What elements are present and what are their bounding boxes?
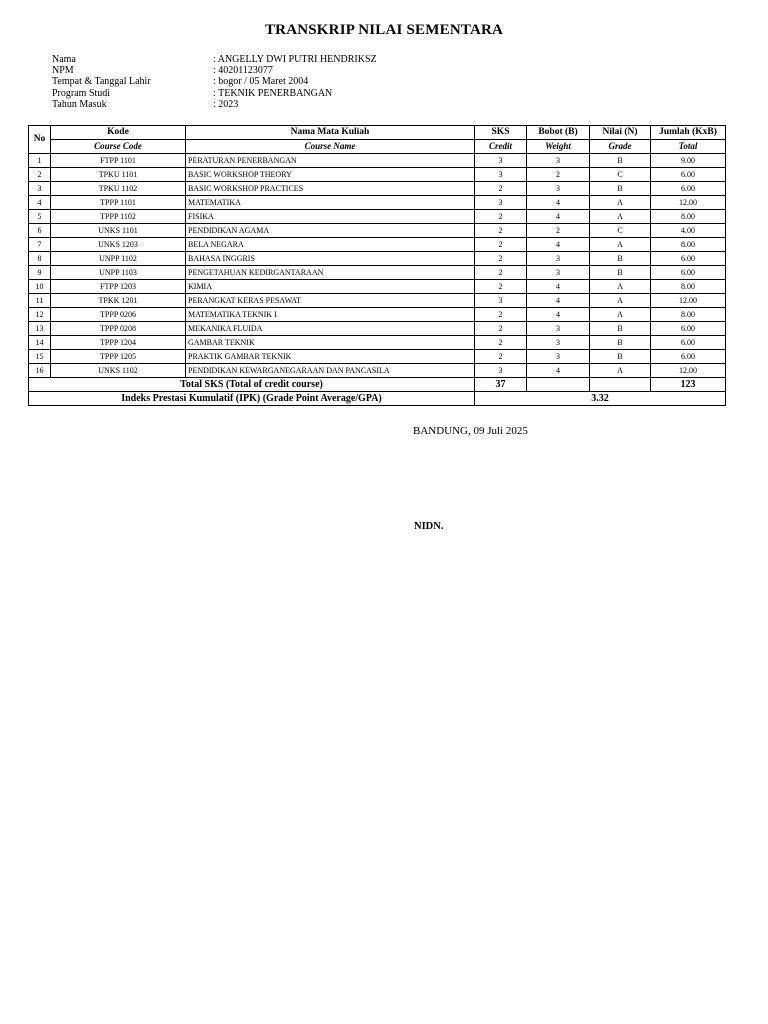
info-label: Tempat & Tanggal Lahir <box>52 76 151 88</box>
table-body <box>29 154 726 378</box>
row-sks: 3 <box>475 294 527 308</box>
row-nilai: A <box>590 280 651 294</box>
row-bobot: 3 <box>527 322 590 336</box>
row-jumlah: 6.00 <box>651 350 726 364</box>
row-bobot: 2 <box>527 168 590 182</box>
row-nilai: B <box>590 322 651 336</box>
row-name: PRAKTIK GAMBAR TEKNIK <box>186 350 475 364</box>
row-no: 8 <box>29 252 51 266</box>
header-sks: SKS <box>475 126 527 140</box>
row-bobot: 3 <box>527 252 590 266</box>
subheader-bobot: Weight <box>527 140 590 154</box>
row-sks: 2 <box>475 210 527 224</box>
subheader-nilai: Grade <box>590 140 651 154</box>
total-jumlah: 123 <box>651 378 726 392</box>
row-bobot: 4 <box>527 196 590 210</box>
info-value: : 40201123077 <box>213 65 273 77</box>
document-title: TRANSKRIP NILAI SEMENTARA <box>264 22 504 38</box>
table-header-row <box>29 126 726 140</box>
table-row <box>29 210 726 224</box>
row-name: MEKANIKA FLUIDA <box>186 322 475 336</box>
row-no: 15 <box>29 350 51 364</box>
info-value: : bogor / 05 Maret 2004 <box>213 76 309 88</box>
subheader-kode: Course Code <box>51 140 186 154</box>
row-code: TPKU 1102 <box>51 182 186 196</box>
row-jumlah: 8.00 <box>651 210 726 224</box>
row-sks: 2 <box>475 350 527 364</box>
row-name: PERATURAN PENERBANGAN <box>186 154 475 168</box>
row-sks: 3 <box>475 168 527 182</box>
row-code: TPPP 1205 <box>51 350 186 364</box>
row-name: PENGETAHUAN KEDIRGANTARAAN <box>186 266 475 280</box>
row-code: TPKU 1101 <box>51 168 186 182</box>
row-jumlah: 8.00 <box>651 308 726 322</box>
row-nilai: C <box>590 168 651 182</box>
row-jumlah: 9.00 <box>651 154 726 168</box>
info-row-year <box>52 99 377 110</box>
row-bobot: 4 <box>527 210 590 224</box>
row-no: 6 <box>29 224 51 238</box>
row-code: UNPP 1103 <box>51 266 186 280</box>
row-bobot: 4 <box>527 364 590 378</box>
row-name: KIMIA <box>186 280 475 294</box>
gpa-label: Indeks Prestasi Kumulatif (IPK) (Grade Point Average/GPA) <box>29 392 475 406</box>
row-code: TPPP 1204 <box>51 336 186 350</box>
header-no: No <box>29 126 51 154</box>
row-nilai: A <box>590 196 651 210</box>
row-jumlah: 6.00 <box>651 322 726 336</box>
row-sks: 2 <box>475 336 527 350</box>
table-row <box>29 294 726 308</box>
row-name: MATEMATIKA TEKNIK I <box>186 308 475 322</box>
row-name: GAMBAR TEKNIK <box>186 336 475 350</box>
row-sks: 2 <box>475 182 527 196</box>
row-no: 4 <box>29 196 51 210</box>
row-sks: 2 <box>475 238 527 252</box>
table-row <box>29 336 726 350</box>
row-name: PENDIDIKAN AGAMA <box>186 224 475 238</box>
row-no: 1 <box>29 154 51 168</box>
row-sks: 2 <box>475 322 527 336</box>
header-nama: Nama Mata Kuliah <box>186 126 475 140</box>
table-row <box>29 252 726 266</box>
table-row <box>29 322 726 336</box>
table-row <box>29 196 726 210</box>
info-label: Nama <box>52 54 76 65</box>
row-nilai: B <box>590 266 651 280</box>
row-bobot: 4 <box>527 308 590 322</box>
row-code: FTPP 1101 <box>51 154 186 168</box>
table-row <box>29 266 726 280</box>
row-name: BELA NEGARA <box>186 238 475 252</box>
total-label: Total SKS (Total of credit course) <box>29 378 475 392</box>
row-nilai: A <box>590 294 651 308</box>
row-nilai: C <box>590 224 651 238</box>
row-bobot: 3 <box>527 336 590 350</box>
row-bobot: 2 <box>527 224 590 238</box>
row-name: PERANGKAT KERAS PESAWAT <box>186 294 475 308</box>
row-no: 7 <box>29 238 51 252</box>
row-no: 2 <box>29 168 51 182</box>
row-bobot: 3 <box>527 182 590 196</box>
row-code: UNKS 1101 <box>51 224 186 238</box>
table-row <box>29 280 726 294</box>
student-info <box>52 54 377 110</box>
subheader-jumlah: Total <box>651 140 726 154</box>
row-nilai: B <box>590 252 651 266</box>
row-nilai: B <box>590 182 651 196</box>
row-code: UNPP 1102 <box>51 252 186 266</box>
info-label: NPM <box>52 65 74 77</box>
row-name: MATEMATIKA <box>186 196 475 210</box>
row-jumlah: 8.00 <box>651 280 726 294</box>
row-sks: 2 <box>475 224 527 238</box>
row-jumlah: 6.00 <box>651 182 726 196</box>
subheader-sks: Credit <box>475 140 527 154</box>
table-row <box>29 308 726 322</box>
gpa-value: 3.32 <box>475 392 726 406</box>
info-row-nama <box>52 54 377 65</box>
row-no: 3 <box>29 182 51 196</box>
place-date: BANDUNG, 09 Juli 2025 <box>413 425 528 437</box>
header-kode: Kode <box>51 126 186 140</box>
row-code: TPPP 1101 <box>51 196 186 210</box>
row-nilai: B <box>590 336 651 350</box>
row-name: PENDIDIKAN KEWARGANEGARAAN DAN PANCASILA <box>186 364 475 378</box>
nidn-label: NIDN. <box>414 521 444 532</box>
table-row <box>29 364 726 378</box>
row-code: TPPP 1102 <box>51 210 186 224</box>
gpa-row <box>29 392 726 406</box>
row-code: UNKS 1203 <box>51 238 186 252</box>
row-jumlah: 12.00 <box>651 364 726 378</box>
table-row <box>29 238 726 252</box>
row-sks: 2 <box>475 252 527 266</box>
row-name: BASIC WORKSHOP PRACTICES <box>186 182 475 196</box>
row-jumlah: 12.00 <box>651 196 726 210</box>
header-nilai: Nilai (N) <box>590 126 651 140</box>
table-row <box>29 168 726 182</box>
row-name: BASIC WORKSHOP THEORY <box>186 168 475 182</box>
table-row <box>29 350 726 364</box>
table-subheader-row <box>29 140 726 154</box>
row-no: 9 <box>29 266 51 280</box>
row-nilai: A <box>590 308 651 322</box>
row-bobot: 3 <box>527 350 590 364</box>
row-name: FISIKA <box>186 210 475 224</box>
row-nilai: A <box>590 238 651 252</box>
row-sks: 3 <box>475 196 527 210</box>
row-nilai: B <box>590 154 651 168</box>
row-no: 11 <box>29 294 51 308</box>
row-sks: 3 <box>475 154 527 168</box>
row-no: 14 <box>29 336 51 350</box>
row-bobot: 4 <box>527 294 590 308</box>
row-jumlah: 6.00 <box>651 252 726 266</box>
total-bobot-empty <box>527 378 590 392</box>
row-name: BAHASA INGGRIS <box>186 252 475 266</box>
header-jumlah: Jumlah (KxB) <box>651 126 726 140</box>
row-code: UNKS 1102 <box>51 364 186 378</box>
row-nilai: B <box>590 350 651 364</box>
info-row-program <box>52 88 377 99</box>
table-row <box>29 224 726 238</box>
row-sks: 3 <box>475 364 527 378</box>
row-bobot: 4 <box>527 238 590 252</box>
table-row <box>29 154 726 168</box>
info-row-npm <box>52 65 377 76</box>
row-bobot: 4 <box>527 280 590 294</box>
info-value: : TEKNIK PENERBANGAN <box>213 87 333 99</box>
row-code: TPPP 0206 <box>51 308 186 322</box>
row-nilai: A <box>590 364 651 378</box>
row-jumlah: 4.00 <box>651 224 726 238</box>
row-code: TPKK 1201 <box>51 294 186 308</box>
row-sks: 2 <box>475 266 527 280</box>
row-bobot: 3 <box>527 154 590 168</box>
transcript-table <box>28 125 726 406</box>
info-row-birth <box>52 76 377 87</box>
info-label: Tahun Masuk <box>52 98 107 110</box>
row-jumlah: 6.00 <box>651 168 726 182</box>
row-no: 5 <box>29 210 51 224</box>
table-row <box>29 182 726 196</box>
row-sks: 2 <box>475 280 527 294</box>
row-no: 13 <box>29 322 51 336</box>
row-bobot: 3 <box>527 266 590 280</box>
row-no: 12 <box>29 308 51 322</box>
total-nilai-empty <box>590 378 651 392</box>
info-value: : ANGELLY DWI PUTRI HENDRIKSZ <box>213 54 377 65</box>
row-no: 10 <box>29 280 51 294</box>
info-value: : 2023 <box>213 98 239 110</box>
row-sks: 2 <box>475 308 527 322</box>
total-sks: 37 <box>475 378 527 392</box>
row-no: 16 <box>29 364 51 378</box>
subheader-nama: Course Name <box>186 140 475 154</box>
header-bobot: Bobot (B) <box>527 126 590 140</box>
row-jumlah: 8.00 <box>651 238 726 252</box>
row-jumlah: 6.00 <box>651 336 726 350</box>
row-jumlah: 12.00 <box>651 294 726 308</box>
totals-row <box>29 378 726 392</box>
info-label: Program Studi <box>52 87 111 99</box>
row-nilai: A <box>590 210 651 224</box>
row-jumlah: 6.00 <box>651 266 726 280</box>
row-code: TPPP 0208 <box>51 322 186 336</box>
row-code: FTPP 1203 <box>51 280 186 294</box>
